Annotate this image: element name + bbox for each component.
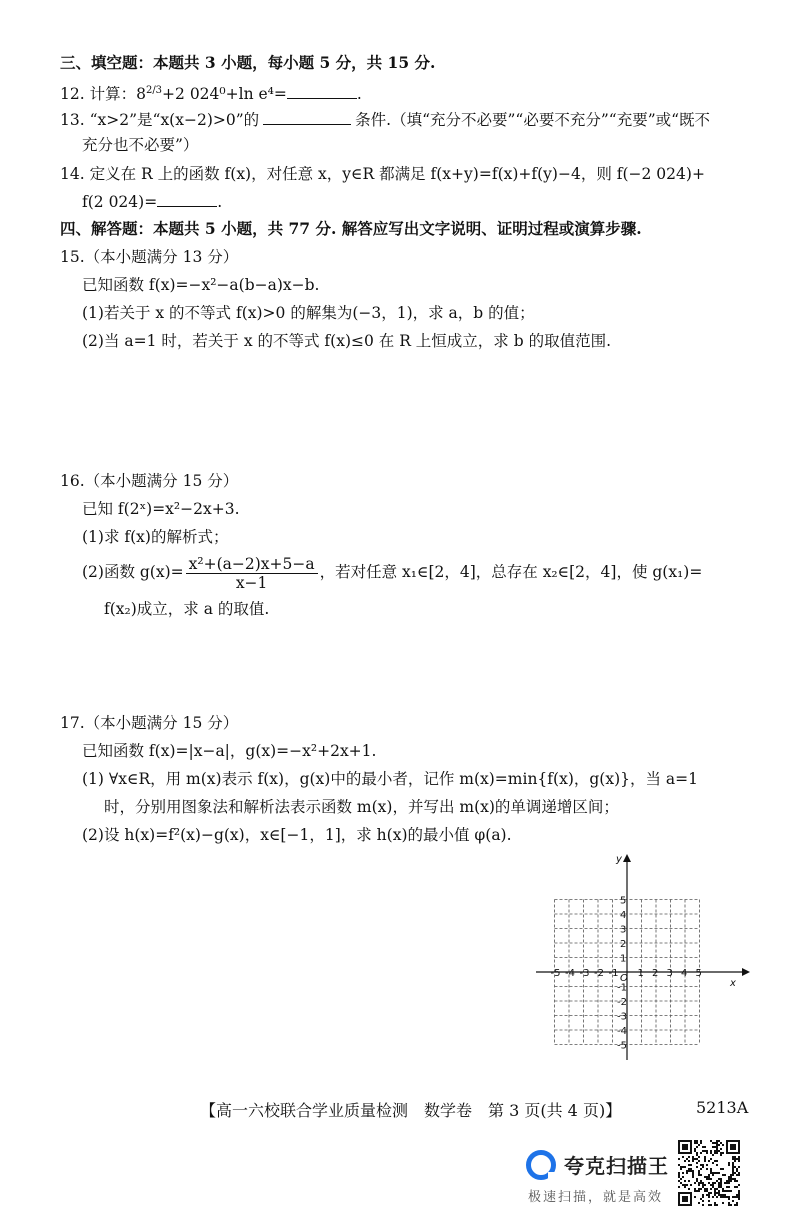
y-tick-label: 4 xyxy=(620,910,627,921)
x-tick-label: 4 xyxy=(681,968,688,979)
grid-svg xyxy=(530,850,750,1065)
q16-part2-line1 xyxy=(82,552,702,592)
x-tick-label: 2 xyxy=(652,968,659,979)
q15-part1: (1)若关于 x 的不等式 f(x)>0 的解集为(−3，1)，求 a，b 的值； xyxy=(82,304,535,322)
q15-title: 15.（本小题满分 13 分） xyxy=(60,248,239,266)
q16-part1: (1)求 f(x)的解析式； xyxy=(82,528,229,546)
brand-name: 夸克扫描王 xyxy=(564,1154,669,1178)
brand-slogan: 极速扫描，就是高效 xyxy=(528,1190,664,1205)
x-tick-label: 3 xyxy=(666,968,673,979)
q13-answer-blank[interactable] xyxy=(263,108,351,125)
q12-end: . xyxy=(356,85,362,104)
x-tick-label: 1 xyxy=(637,968,644,979)
question-14-line1: 14. 定义在 R 上的函数 f(x)，对任意 x，y∈R 都满足 f(x+y)=f(x)+f(y)−4，则 f(−2 024)+ xyxy=(60,165,705,183)
q12-rest: +2 024⁰+ln e⁴= xyxy=(162,85,287,104)
quark-logo-icon xyxy=(526,1150,556,1180)
y-tick-label: 3 xyxy=(620,924,627,936)
y-tick-label: -1 xyxy=(617,982,627,994)
q17-part1-line2: 时，分别用图象法和解析法表示函数 m(x)，并写出 m(x)的单调递增区间； xyxy=(104,798,619,816)
y-tick-label: -5 xyxy=(617,1040,627,1052)
x-tick-label: 5 xyxy=(695,968,702,979)
coordinate-grid xyxy=(530,850,750,1065)
q13-suffix: 条件.（填“充分不必要”“必要不充分”“充要”或“既不 xyxy=(355,111,711,129)
q13-prefix: 13. “x>2”是“x(x−2)>0”的 xyxy=(60,111,260,129)
page-footer: 【高一六校联合学业质量检测 数学卷 第 3 页(共 4 页)】 xyxy=(200,1101,622,1120)
q16-fraction xyxy=(186,555,318,592)
y-axis-label: y xyxy=(616,854,622,865)
x-tick-label: -5 xyxy=(550,968,561,979)
question-13-line1 xyxy=(60,108,710,131)
q12-exponent: 2/3 xyxy=(145,85,163,96)
q16-part2-suffix: ，若对任意 x₁∈[2，4]，总存在 x₂∈[2，4]，使 g(x₁)= xyxy=(319,563,703,581)
q15-part2: (2)当 a=1 时，若关于 x 的不等式 f(x)≤0 在 R 上恒成立，求 b 的取值范围. xyxy=(82,332,611,350)
x-axis-label: x xyxy=(730,978,736,989)
x-tick-label: -2 xyxy=(594,968,604,979)
question-12 xyxy=(60,80,362,105)
q16-part2-line2: f(x₂)成立，求 a 的取值. xyxy=(104,600,270,618)
section-3-heading: 三、填空题：本题共 3 小题，每小题 5 分，共 15 分. xyxy=(60,53,436,72)
y-tick-label: -3 xyxy=(617,1011,627,1023)
q16-title: 16.（本小题满分 15 分） xyxy=(60,472,239,490)
x-tick-label: -4 xyxy=(565,968,575,979)
y-axis-arrow-icon xyxy=(623,854,631,862)
question-14-line2 xyxy=(82,190,222,213)
x-tick-label: -1 xyxy=(608,968,619,979)
scanner-watermark xyxy=(526,1146,676,1206)
x-axis-arrow-icon xyxy=(742,968,750,976)
q17-part2: (2)设 h(x)=f²(x)−g(x)，x∈[−1，1]，求 h(x)的最小值 φ(a). xyxy=(82,826,512,844)
y-tick-label: -4 xyxy=(617,1026,627,1037)
q16-part2-prefix: (2)函数 g(x)= xyxy=(82,563,184,581)
y-tick-label: 5 xyxy=(620,895,627,907)
q15-given: 已知函数 f(x)=−x²−a(b−a)x−b. xyxy=(82,276,320,294)
q14-answer-blank[interactable] xyxy=(157,190,217,207)
qr-code-icon xyxy=(678,1140,740,1206)
paper-code: 5213A xyxy=(696,1098,749,1117)
y-tick-label: 2 xyxy=(620,939,627,950)
q17-title: 17.（本小题满分 15 分） xyxy=(60,714,239,732)
y-tick-label: 1 xyxy=(620,953,627,965)
x-tick-label: -3 xyxy=(579,968,590,979)
q16-given: 已知 f(2ˣ)=x²−2x+3. xyxy=(82,500,240,518)
q17-given: 已知函数 f(x)=|x−a|，g(x)=−x²+2x+1. xyxy=(82,742,377,760)
q12-prefix: 12. 计算：8 xyxy=(60,85,146,104)
q16-fraction-denominator: x−1 xyxy=(235,573,268,592)
y-tick-label: -2 xyxy=(617,997,627,1008)
q17-part1-line1: (1) ∀x∈R，用 m(x)表示 f(x)，g(x)中的最小者，记作 m(x)=min{f(x)，g(x)}，当 a=1 xyxy=(82,770,698,788)
q16-fraction-numerator: x²+(a−2)x+5−a xyxy=(186,555,318,574)
q12-answer-blank[interactable] xyxy=(287,82,357,99)
origin-label: O xyxy=(620,973,628,984)
q14-prefix: f(2 024)= xyxy=(82,193,158,211)
q14-end: . xyxy=(217,193,223,211)
question-13-line2: 充分也不必要”） xyxy=(82,136,199,154)
section-4-heading: 四、解答题：本题共 5 小题，共 77 分. 解答应写出文字说明、证明过程或演算步骤. xyxy=(60,219,642,238)
